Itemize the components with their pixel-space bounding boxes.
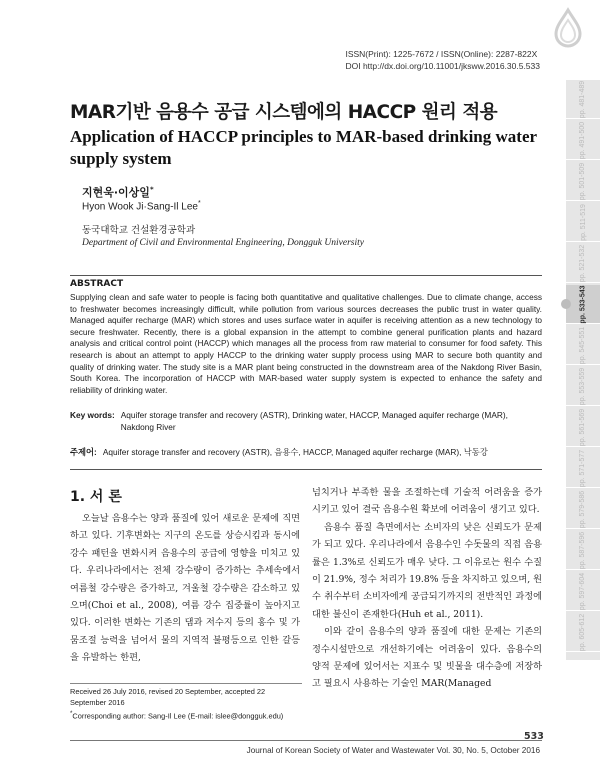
footnote-mark: * [70, 710, 73, 717]
authors-english [82, 200, 201, 212]
issn-line: ISSN(Print): 1225-7672 / ISSN(Online): 2287-822X [345, 49, 538, 59]
abstract-bottom-rule [70, 469, 542, 470]
sidebar-tab-2[interactable] [566, 162, 600, 201]
article-index-sidebar [566, 80, 600, 660]
sidebar-tab-label: pp. 521-532 [579, 244, 587, 282]
sidebar-tab-13[interactable] [566, 613, 600, 652]
sidebar-tab-label: pp. 481-489 [579, 80, 587, 118]
abstract-text: Supplying clean and safe water to people is facing both quantitative and qualitative challenges. Due to climate change, access to freshwater becomes increasingly difficult, while pollution from various sources decreases the public trust in water quality. Managed aquifer recharge (MAR) which stores and uses surface water in aquifer is receiving attention as a new technology to secure freshwater. Recently, there is a global expansion in the attempt to combine general purification plants and hazard analysis and critical control point (HACCP) which manages all the process from raw material to consumer for food safety. This research is about an attempt to apply HACCP to the drinking water supply process using MAR to secure both quantity and quality of drinking water. The study site is a MAR plant being constructed in the downstream area of the Nakdong River Basin, South Korea. The incorporation of HACCP with MAR-based water supply system is expected to enhance the safety and reliability of drinking water. [70, 292, 542, 395]
doi-line: DOI http://dx.doi.org/10.11001/jksww.2016.30.5.533 [345, 61, 540, 71]
sidebar-tab-5[interactable] [566, 285, 600, 324]
body-column-right [312, 484, 542, 693]
active-tab-dot [561, 299, 571, 309]
issn-doi-block [345, 48, 540, 72]
sidebar-tab-4[interactable] [566, 244, 600, 283]
corresponding-mark-en: * [197, 200, 201, 207]
paragraph: 넘치거나 부족한 물을 조절하는데 기술적 어려움을 증가시키고 있어 결국 음용수원 확보에 어려움이 생기고 있다. [312, 487, 542, 516]
sidebar-tab-label: pp. 491-500 [579, 121, 587, 159]
sidebar-tab-label: pp. 545-551 [579, 326, 587, 364]
sidebar-tab-label: pp. 587-596 [579, 531, 587, 569]
abstract-top-rule [70, 275, 542, 276]
sidebar-tab-7[interactable] [566, 367, 600, 406]
sidebar-tab-3[interactable] [566, 203, 600, 242]
footer-rule [70, 740, 542, 741]
keywords-english [70, 410, 542, 433]
section-heading-introduction: 1. 서 론 [70, 489, 122, 505]
title-english: Application of HACCP principles to MAR-based drinking water supply system [70, 127, 537, 168]
abstract-heading: ABSTRACT [70, 279, 124, 289]
affiliation-korean: 동국대학교 건설환경공학과 [82, 225, 196, 236]
sidebar-tab-label: pp. 605-612 [579, 613, 587, 651]
keywords-label: Key words: [70, 410, 115, 420]
sidebar-tab-11[interactable] [566, 531, 600, 570]
corresponding-mark: * [149, 185, 154, 194]
keywords-korean [70, 447, 542, 459]
sidebar-tab-8[interactable] [566, 408, 600, 447]
sidebar-tab-label: pp. 571-577 [579, 449, 587, 487]
footnote-received: Received 26 July 2016, revised 20 September, accepted 22 September 2016 [70, 687, 266, 707]
sidebar-tab-1[interactable] [566, 121, 600, 160]
sidebar-tab-10[interactable] [566, 490, 600, 529]
water-drop-logo-icon [544, 6, 592, 54]
sidebar-tab-label: pp. 553-559 [579, 367, 587, 405]
sidebar-tab-label: pp. 579-586 [579, 490, 587, 528]
authors-english-names: Hyon Wook Ji·Sang-Il Lee [82, 201, 198, 213]
footnote-corresponding-text: Corresponding author: Sang-Il Lee (E-mail: islee@dongguk.edu) [72, 711, 284, 721]
journal-footer: Journal of Korean Society of Water and Wastewater Vol. 30, No. 5, October 2016 [246, 746, 540, 755]
authors-korean [82, 184, 154, 200]
sidebar-tab-label: pp. 501-509 [579, 162, 587, 200]
keywords-list: Aquifer storage transfer and recovery (ASTR), Drinking water, HACCP, Managed aquifer recharge (MAR), Nakdong River [120, 410, 508, 432]
sidebar-tab-label: pp. 561-569 [579, 408, 587, 446]
keywords-korean-list: Aquifer storage transfer and recovery (ASTR), 음용수, HACCP, Managed aquifer recharge (MAR), 낙동강 [102, 447, 488, 457]
footnote-corresponding [70, 708, 302, 721]
sidebar-tab-label: pp. 511-519 [579, 203, 587, 241]
page-number: 533 [524, 731, 544, 742]
footnote-rule [70, 683, 302, 684]
affiliation-english: Department of Civil and Environmental Engineering, Dongguk University [82, 238, 364, 248]
keywords-korean-label: 주제어: [70, 447, 97, 457]
paragraph: 음용수 품질 측면에서는 소비자의 낮은 신뢰도가 문제가 되고 있다. 우리나라에서 음용수인 수돗물의 직접 음용률은 1.3%로 신뢰도가 매우 낮다. 그 이유로는 원수 수질이 21.9%, 정수 처리가 19.8% 등을 차지하고 있으며, 원수 취수부터 소비자에게 공급되기까지의 전반적인 과정에 대한 불신이 존재한다(Huh et al., 2011). [312, 521, 542, 620]
paragraph: 오늘날 음용수는 양과 품질에 있어 새로운 문제에 직면하고 있다. 기후변화는 지구의 온도를 상승시킴과 동시에 강수 패턴을 변화시켜 음용수의 공급에 영향을 미치고 있다. 우리나라에서는 전체 강수량이 증가하는 추세속에서 여름철 강수량은 증가하고, 겨울철 강수량은 감소하고 있으며(Choi et al., 2008), 여름 강수 집중률이 높아지고 있다. 이러한 변화는 기존의 댐과 저수지 등의 홍수 및 가뭄조절 능력을 넘어서 물의 지역적 불평등으로 인한 갈등을 유발하는 한편, [70, 513, 300, 664]
sidebar-tab-label: pp. 533-543 [579, 284, 587, 324]
title-korean: MAR기반 음용수 공급 시스템에의 HACCP 원리 적용 [70, 102, 498, 123]
paragraph: 이와 같이 음용수의 양과 품질에 대한 문제는 기존의 정수시설만으로 개선하기에는 어려움이 있다. 음용수의 양적 문제에 있어서는 지표수 및 빗물을 대수층에 저장하고 필요시 사용하는 기술인 MAR(Managed [312, 626, 542, 690]
authors-korean-names: 지현욱·이상일 [82, 186, 150, 199]
sidebar-tab-9[interactable] [566, 449, 600, 488]
sidebar-tab-12[interactable] [566, 572, 600, 611]
body-column-left [70, 510, 300, 667]
sidebar-tab-label: pp. 597-604 [579, 572, 587, 610]
sidebar-tab-6[interactable] [566, 326, 600, 365]
sidebar-tab-0[interactable] [566, 80, 600, 119]
footnote [70, 686, 302, 721]
